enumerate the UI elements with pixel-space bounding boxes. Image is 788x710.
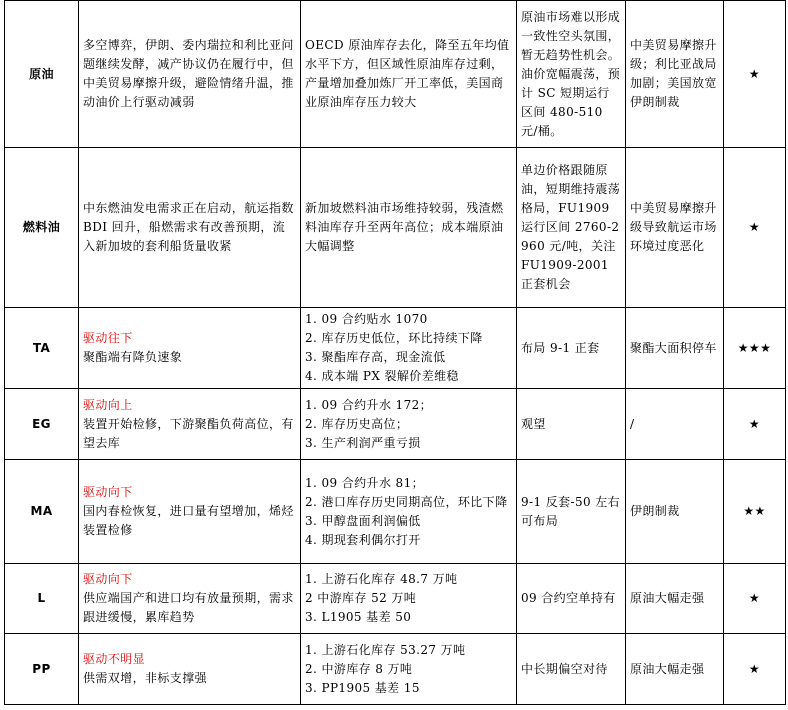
table-row (5, 308, 786, 389)
inventory-text: OECD 原油库存去化，降至五年均值水平下方，但区域性原油库存过剩，产量增加叠加炼厂开工率低，美国商业原油库存压力较大 (305, 38, 510, 109)
inventory-item: 4. 期现套利偶尔打开 (305, 532, 421, 547)
inventory-item: 3. 生产利润严重亏损 (305, 435, 421, 450)
fundamental-cell (79, 1, 301, 148)
inventory-item: 2 中游库存 52 万吨 (305, 591, 417, 605)
commodity-name: 原油 (5, 1, 79, 148)
fundamental-cell (79, 308, 301, 389)
table-row (5, 1, 786, 148)
strategy-text: 09 合约空单持有 (521, 591, 616, 605)
risk-text: 中美贸易摩擦升级；利比亚战局加剧；美国放宽伊朗制裁 (630, 38, 717, 109)
risk-cell (626, 308, 724, 389)
risk-cell (626, 1, 724, 148)
driver-label: 驱动往下 (83, 331, 133, 345)
rating-stars: ★ (724, 148, 786, 308)
inventory-text: 新加坡燃料油市场维持较弱，残渣燃料油库存升至两年高位；成本端原油大幅调整 (305, 201, 504, 253)
inventory-item: 1. 09 合约升水 172； (305, 397, 433, 412)
fundamental-text: 聚酯端有降负速象 (83, 350, 183, 364)
risk-text: 伊朗制裁 (630, 504, 680, 518)
risk-cell (626, 148, 724, 308)
inventory-item: 3. 甲醇盘面利润偏低 (305, 513, 421, 528)
inventory-item: 2. 库存历史低位，环比持续下降 (305, 331, 483, 345)
fundamental-text: 装置开始检修，下游聚酯负荷高位，有望去库 (83, 416, 294, 450)
fundamental-text: 供需双增，非标支撑强 (83, 671, 208, 685)
commodity-name: MA (5, 460, 79, 564)
inventory-item: 2. 库存历史高位； (305, 416, 409, 431)
inventory-item: 1. 09 合约贴水 1070 (305, 312, 428, 326)
driver-label: 驱动不明显 (83, 652, 146, 666)
driver-label: 驱动向下 (83, 485, 133, 499)
commodity-name: 燃料油 (5, 148, 79, 308)
commodity-strategy-table (4, 0, 786, 705)
strategy-text: 原油市场难以形成一致性空头氛围，暂无趋势性机会。油价宽幅震荡，预计 SC 短期运行区间 480-510 元/桶。 (521, 9, 621, 138)
rating-stars: ★ (724, 1, 786, 148)
commodity-name: PP (5, 634, 79, 705)
fundamental-cell (79, 148, 301, 308)
rating-stars: ★ (724, 389, 786, 460)
inventory-cell (301, 1, 517, 148)
strategy-text: 布局 9-1 正套 (521, 340, 600, 355)
commodity-name: TA (5, 308, 79, 389)
fundamental-text: 供应端国产和进口均有放量预期，需求跟进缓慢，累库趋势 (83, 591, 294, 624)
strategy-cell (517, 1, 626, 148)
inventory-cell (301, 460, 517, 564)
table-row (5, 148, 786, 308)
fundamental-text: 多空博弈，伊朗、委内瑞拉和利比亚问题继续发酵，减产协议仍在履行中，但中美贸易摩擦升级，避险情绪升温，推动油价上行驱动减弱 (83, 38, 294, 109)
fundamental-cell (79, 564, 301, 634)
strategy-text: 观望 (521, 416, 546, 431)
risk-text: 原油大幅走强 (630, 591, 705, 605)
risk-cell (626, 460, 724, 564)
driver-label: 驱动向上 (83, 397, 133, 412)
commodity-name: L (5, 564, 79, 634)
inventory-cell (301, 564, 517, 634)
table-row (5, 634, 786, 705)
strategy-cell (517, 148, 626, 308)
rating-stars: ★ (724, 634, 786, 705)
inventory-item: 3. 聚酯库存高，现金流低 (305, 350, 446, 364)
inventory-item: 1. 上游石化库存 53.27 万吨 (305, 642, 466, 657)
risk-text: 聚酯大面积停车 (630, 340, 717, 355)
table-row (5, 460, 786, 564)
rating-stars: ★★★ (724, 308, 786, 389)
strategy-cell (517, 389, 626, 460)
inventory-item: 1. 上游石化库存 48.7 万吨 (305, 572, 458, 586)
risk-text: 原油大幅走强 (630, 661, 705, 676)
inventory-item: 4. 成本端 PX 裂解价差维稳 (305, 369, 459, 383)
inventory-item: 2. 港口库存历史同期高位，环比下降 (305, 494, 508, 509)
risk-text: 中美贸易摩擦升级导致航运市场环境过度恶化 (630, 201, 717, 253)
fundamental-text: 国内春检恢复，进口量有望增加，烯烃装置检修 (83, 504, 294, 537)
table-row (5, 564, 786, 634)
strategy-cell (517, 460, 626, 564)
inventory-item: 3. PP1905 基差 15 (305, 680, 420, 695)
fundamental-cell (79, 389, 301, 460)
strategy-cell (517, 564, 626, 634)
commodity-name: EG (5, 389, 79, 460)
rating-stars: ★★ (724, 460, 786, 564)
fundamental-cell (79, 460, 301, 564)
table-row (5, 389, 786, 460)
strategy-text: 9-1 反套-50 左右可布局 (521, 494, 621, 528)
inventory-cell (301, 634, 517, 705)
rating-stars: ★ (724, 564, 786, 634)
strategy-cell (517, 308, 626, 389)
strategy-text: 中长期偏空对待 (521, 661, 608, 676)
driver-label: 驱动向下 (83, 572, 133, 586)
risk-cell (626, 634, 724, 705)
strategy-cell (517, 634, 626, 705)
risk-cell (626, 564, 724, 634)
strategy-text: 单边价格跟随原油，短期维持震荡格局，FU1909运行区间 2760-2960 元/吨，关注 FU1909-2001 正套机会 (521, 163, 621, 291)
risk-text: / (630, 416, 635, 431)
inventory-cell (301, 389, 517, 460)
fundamental-text: 中东燃油发电需求正在启动，航运指数 BDI 回升，船燃需求有改善预期，流入新加坡的套利船货量收紧 (83, 201, 294, 253)
inventory-cell (301, 308, 517, 389)
inventory-item: 2. 中游库存 8 万吨 (305, 661, 413, 676)
inventory-cell (301, 148, 517, 308)
fundamental-cell (79, 634, 301, 705)
inventory-item: 3. L1905 基差 50 (305, 610, 412, 624)
risk-cell (626, 389, 724, 460)
inventory-item: 1. 09 合约升水 81； (305, 475, 425, 490)
